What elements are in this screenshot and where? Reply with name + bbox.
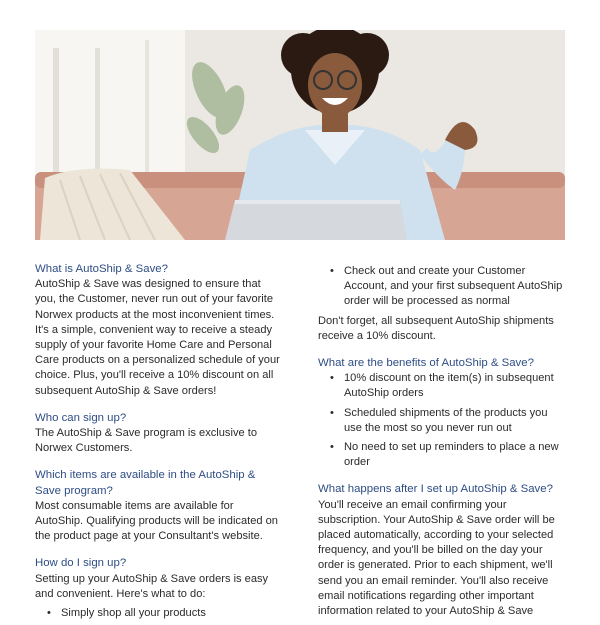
list-item: • Check out and create your Customer Account, and your first subsequent AutoShip order will be processed as normal [318, 264, 564, 310]
section-title-what-is: What is AutoShip & Save? [35, 263, 168, 275]
list-item: • Scheduled shipments of the products you use the most so you never run out [318, 406, 564, 436]
sign-up-steps-continued-list [318, 264, 564, 310]
sign-up-steps-list [35, 606, 281, 621]
list-item: • Simply shop all your products [35, 606, 281, 621]
discount-note: Don't forget, all subsequent AutoShip shipments receive a 10% discount. [318, 314, 554, 342]
hero-photo [35, 30, 565, 240]
section-body-how-to-sign-up: Setting up your AutoShip & Save orders is easy and convenient. Here's what to do: [35, 572, 269, 600]
list-item: • No need to set up reminders to place a new order [318, 440, 564, 470]
left-column [35, 262, 281, 625]
section-title-what-happens: What happens after I set up AutoShip & Save? [318, 483, 553, 496]
right-column [318, 264, 564, 619]
section-body-which-items: Most consumable items are available for AutoShip. Qualifying products will be indicated on the product page at your Consultant's website. [35, 499, 278, 543]
section-body-what-happens: You'll receive an email confirming your subscription. Your AutoShip & Save order will be placed automatically, according to your selected frequency, and you'll be billed on the day your order is generated. Prior to each shipment, we'll send you an email reminder. You'll also receive email notifications regarding other important information related to your AutoShip & Save [318, 498, 555, 618]
section-title-benefits: What are the benefits of AutoShip & Save? [318, 357, 534, 370]
section-body-what-is: AutoShip & Save was designed to ensure that you, the Customer, never run out of your favorite Norwex products at the most inconvenient times. It's a simple, convenient way to receive a steady supply of your favorite Home Care and Personal Care products on a personalized schedule of your choice. Plus, you'll receive a 10% discount on all subsequent AutoShip & Save orders! [35, 278, 280, 397]
woman-with-laptop-illustration [35, 30, 565, 240]
list-item: • 10% discount on the item(s) in subsequent AutoShip orders [318, 371, 564, 401]
section-title-how-to-sign-up: How do I sign up? [35, 557, 127, 570]
section-body-who-can-sign-up: The AutoShip & Save program is exclusive to Norwex Customers. [35, 427, 257, 455]
benefits-list [318, 371, 564, 470]
section-title-which-items: Which items are available in the AutoShip & Save program? [35, 469, 256, 497]
section-title-who-can-sign-up: Who can sign up? [35, 411, 127, 424]
